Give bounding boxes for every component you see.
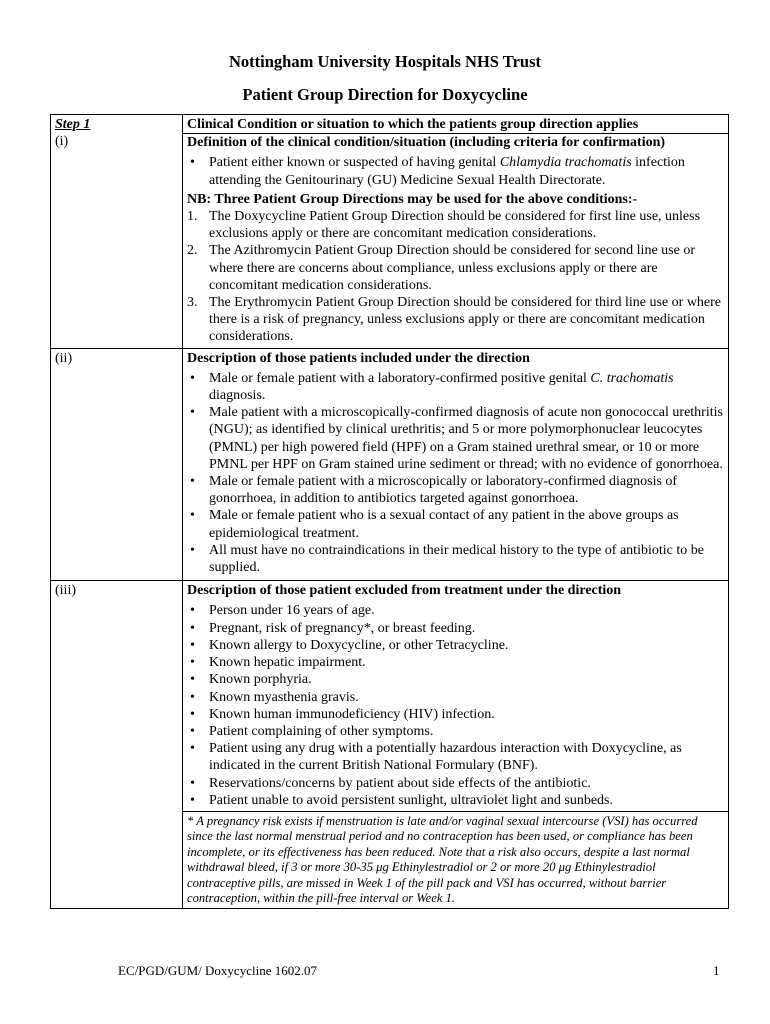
list-item: • Patient complaining of other symptoms.	[187, 723, 724, 740]
list-item: • Male or female patient who is a sexual contact of any patient in the above groups as epidemiological treatment.	[187, 507, 724, 541]
bullet-text: Male or female patient with a laboratory-confirmed positive genital	[209, 370, 591, 386]
organism-name: C. trachomatis	[590, 370, 674, 386]
section-i-content	[183, 115, 729, 349]
section-ii-row	[51, 348, 729, 581]
item-text: The Doxycycline Patient Group Direction should be considered for first line use, unless exclusions apply or there are concomitant medication considerations.	[209, 209, 701, 242]
bullet-text: diagnosis.	[209, 388, 266, 404]
section-ii-label-cell	[51, 348, 183, 581]
section-i-bullets	[187, 154, 724, 188]
list-item: • All must have no contraindications in their medical history to the type of antibiotic to be supplied.	[187, 542, 724, 576]
section-iii-content	[183, 581, 729, 909]
section-ii-bullets	[187, 370, 724, 576]
organisation-title: Nottingham University Hospitals NHS Trust	[228, 52, 541, 71]
step1-heading: Clinical Condition or situation to which the patients group direction applies	[187, 117, 639, 132]
list-item: • Known allergy to Doxycycline, or other Tetracycline.	[187, 637, 724, 654]
item-text: The Erythromycin Patient Group Direction should be considered for third line use or where there is a risk of pregnancy, unless exclusions apply or there are concomitant medication considerations.	[209, 295, 722, 345]
item-number: 3.	[187, 295, 198, 311]
list-item: • Male patient with a microscopically-confirmed diagnosis of acute non gonococcal urethritis (NGU); as identified by clinical urethritis; and 5 or more polymorphonuclear leucocytes (PMNL) per high powered field (HPF) on a Gram stained urethral smear, or 10 or more PMNL per HPF on Gram stained urine sediment or thread; with no evidence of gonorrhoea.	[187, 404, 724, 473]
section-ii-number: (ii)	[55, 350, 73, 366]
list-item: • Patient unable to avoid persistent sunlight, ultraviolet light and sunbeds.	[187, 792, 724, 809]
list-item: • Known myasthenia gravis.	[187, 689, 724, 706]
section-iii-bullets	[187, 602, 724, 808]
list-item: • Known human immunodeficiency (HIV) infection.	[187, 706, 724, 723]
list-item	[187, 294, 724, 346]
section-ii-heading: Description of those patients included under the direction	[187, 350, 530, 366]
list-item: • Known porphyria.	[187, 671, 724, 688]
pregnancy-risk-footnote: * A pregnancy risk exists if menstruation is late and/or vaginal sexual intercourse (VSI) has occurred since the last normal menstrual period and no contraception has been used, or compliance has been incomplete, or its effectiveness has been reduced. Note that a risk also occurs, despite a last normal withdrawal bleed, if 3 or more 30-35 μg Ethinylestradiol or 2 or more 20 μg Ethinylestradiol contraceptive pills, are missed in Week 1 of the pill pack and VSI has occurred, without barrier contraception, within the pill-free interval or Week 1.	[187, 813, 698, 905]
document-title: Patient Group Direction for Doxycycline	[242, 85, 528, 104]
step1-row	[51, 115, 729, 349]
pgd-table	[50, 114, 729, 909]
section-i-number: (i)	[55, 134, 69, 150]
bullet-text: infection attending the Genitourinary (GU) Medicine Sexual Health Directorate.	[209, 155, 685, 188]
item-number: 1.	[187, 209, 198, 225]
bullet-text: Patient either known or suspected of having genital	[209, 155, 500, 171]
list-item	[187, 154, 724, 188]
section-iii-label-cell	[51, 581, 183, 909]
list-item	[187, 208, 724, 242]
section-i-heading: Definition of the clinical condition/situation (including criteria for confirmation)	[187, 135, 666, 151]
step-label: Step 1	[55, 117, 91, 132]
list-item	[187, 370, 724, 404]
list-item	[187, 242, 724, 294]
section-iii-heading: Description of those patient excluded from treatment under the direction	[187, 583, 622, 599]
organism-name: Chlamydia trachomatis	[499, 155, 632, 171]
section-i-numbered-list	[187, 208, 724, 346]
section-ii-content	[183, 348, 729, 581]
item-text: The Azithromycin Patient Group Direction should be considered for second line use or where there are concerns about compliance, unless exclusions apply or there are concomitant medication considerations.	[209, 243, 695, 293]
list-item: • Known hepatic impairment.	[187, 654, 724, 671]
list-item: • Pregnant, risk of pregnancy*, or breast feeding.	[187, 620, 724, 637]
list-item: • Male or female patient with a microscopically or laboratory-confirmed diagnosis of gonorrhoea, in addition to antibiotics targeted against gonorrhoea.	[187, 473, 724, 507]
step-label-cell	[51, 115, 183, 349]
list-item: • Reservations/concerns by patient about side effects of the antibiotic.	[187, 775, 724, 792]
nb-note: NB: Three Patient Group Directions may be used for the above conditions:-	[187, 191, 638, 207]
document-reference: EC/PGD/GUM/ Doxycycline 1602.07	[118, 963, 317, 978]
list-item: • Person under 16 years of age.	[187, 602, 724, 619]
list-item: • Patient using any drug with a potentially hazardous interaction with Doxycycline, as indicated in the current British National Formulary (BNF).	[187, 740, 724, 774]
page-number: 1	[713, 963, 720, 978]
item-number: 2.	[187, 243, 198, 259]
section-iii-number: (iii)	[55, 583, 76, 599]
section-iii-row	[51, 581, 729, 909]
